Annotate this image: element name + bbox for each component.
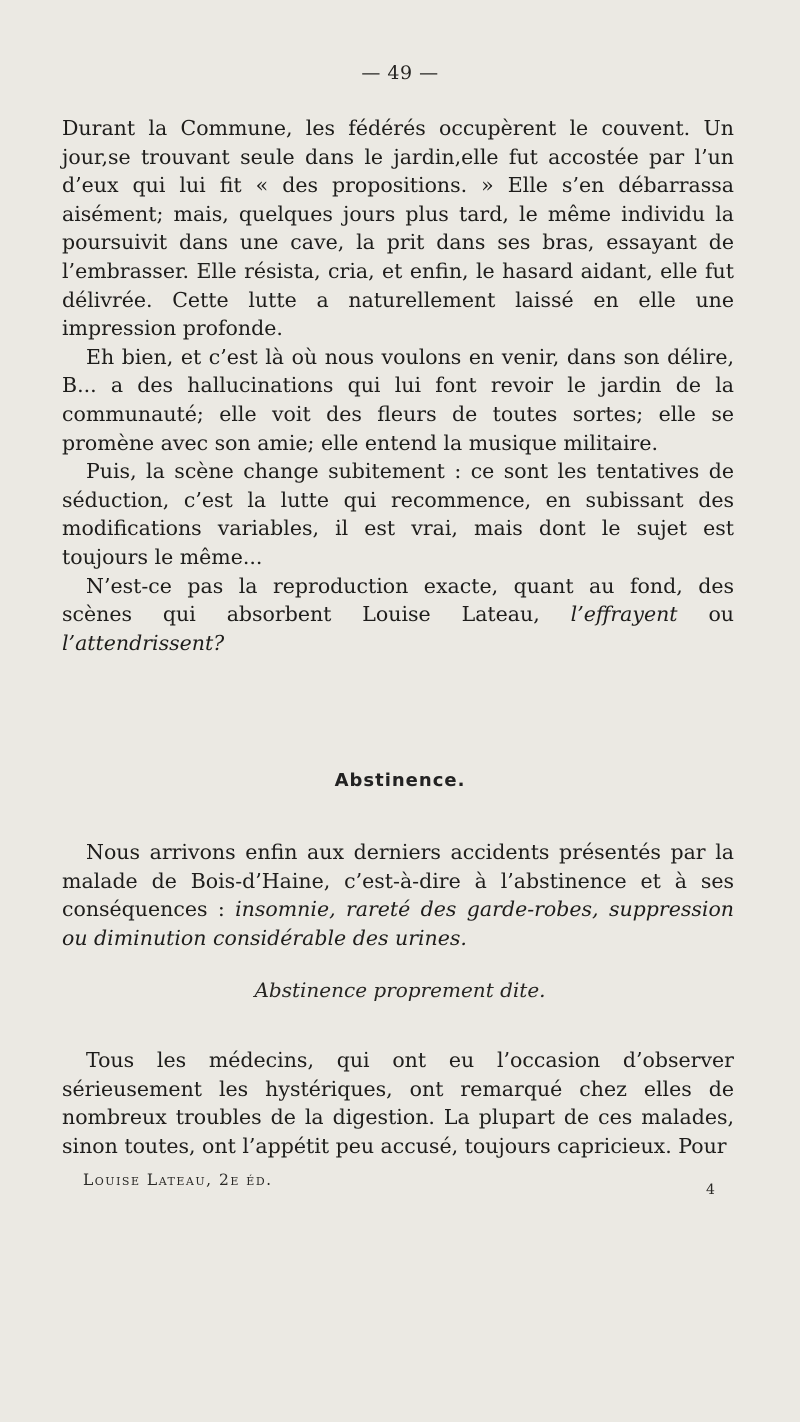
italic-effrayent: l’effrayent xyxy=(570,602,678,627)
abstinence-intro-block xyxy=(62,838,734,952)
paragraph-hallucinations: Eh bien, et c’est là où nous voulons en venir, dans son délire, B... a des hallucinations qui lui font revoir le jardin de la communauté; elle voit des fleurs de toutes sortes; elle se promène avec son amie; elle entend la musique militaire. xyxy=(62,344,734,455)
abstinence-proper-block xyxy=(62,1046,734,1160)
italic-consequences-list: insomnie, rareté des garde-robes, suppression ou diminution considérable des urines. xyxy=(62,897,734,950)
subheading-abstinence-proper: Abstinence proprement dite. xyxy=(254,978,546,1002)
paragraph-reproduction-text-b: ou xyxy=(677,602,735,627)
signature-line: Louise Lateau, 2e éd. xyxy=(83,1171,273,1189)
paragraph-abstinence-intro xyxy=(62,838,734,952)
paragraph-reproduction xyxy=(62,572,734,658)
paragraph-abstinence-intro-text: Nous arrivons enfin aux derniers accidents présentés par la malade de Bois-d’Haine, c’est-à-dire à l’abstinence et à ses conséquences : xyxy=(62,840,734,922)
paragraph-scene-change: Puis, la scène change subitement : ce sont les tentatives de séduction, c’est la lutte qui recommence, en subissant des modifications variables, il est vrai, mais dont le sujet est toujours le même... xyxy=(62,459,734,569)
italic-attendrissent: l’attendrissent? xyxy=(62,630,225,655)
opening-text-block xyxy=(62,114,734,657)
paragraph-medecins: Tous les médecins, qui ont eu l’occasion d’observer sérieusement les hystériques, ont remarqué chez elles de nombreux troubles de la digestion. La plupart de ces malades, sinon toutes, ont l’appétit peu accusé, toujours capricieux. Pour xyxy=(62,1048,734,1158)
section-heading-abstinence: Abstinence. xyxy=(334,770,466,791)
paragraph-reproduction-text-a: N’est-ce pas la reproduction exacte, quant au fond, des scènes qui absorbent Louise Lateau, xyxy=(62,573,734,627)
signature-number: 4 xyxy=(706,1182,715,1198)
page-number: — 49 — xyxy=(361,62,439,84)
paragraph-commune: Durant la Commune, les fédérés occupèrent le couvent. Un jour,se trouvant seule dans le jardin,elle fut accostée par l’un d’eux qui lui fit « des propositions. » Elle s’en débarrassa aisément; mais, quelques jours plus tard, le même individu la poursuivit dans une cave, la prit dans ses bras, essayant de l’embrasser. Elle résista, cria, et enfin, le hasard aidant, elle fut délivrée. Cette lutte a naturellement laissé en elle une impression profonde. xyxy=(62,116,734,341)
